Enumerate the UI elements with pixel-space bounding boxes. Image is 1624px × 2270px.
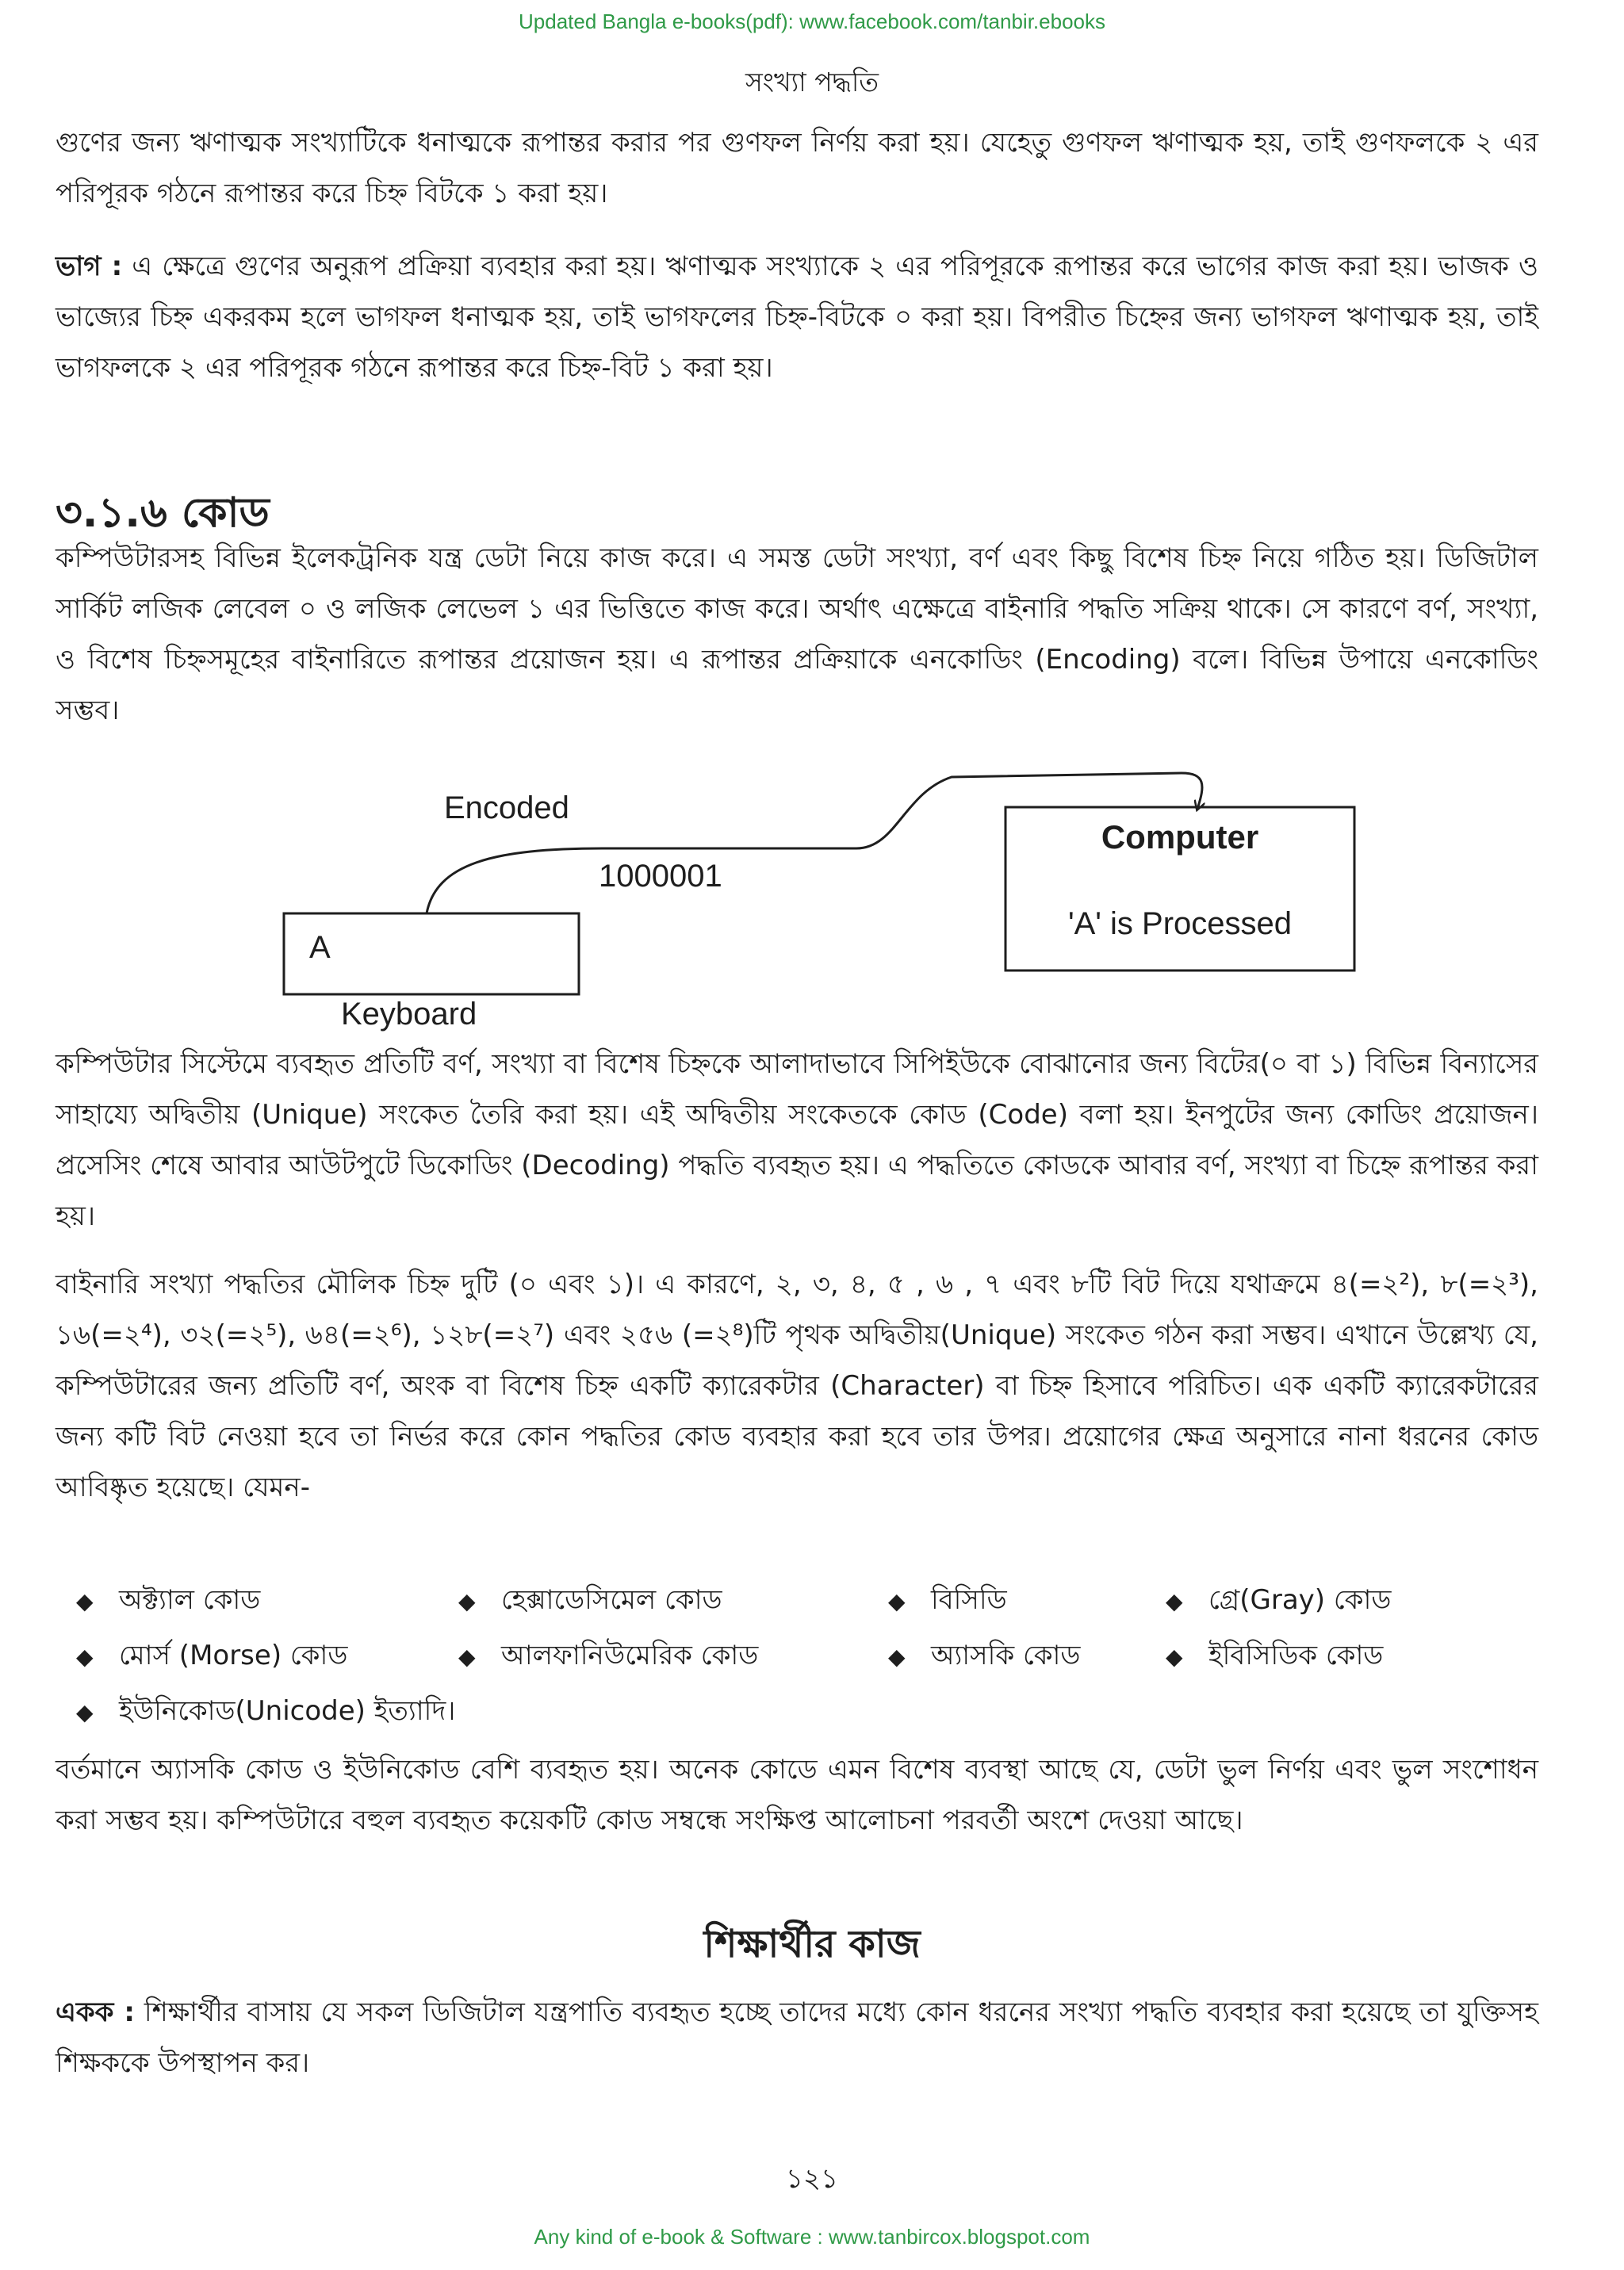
list-item-label: অ্যাসকি কোড	[931, 1640, 1081, 1671]
diamond-bullet-icon: ◆	[888, 1588, 906, 1614]
page-number: ১২১	[785, 2163, 839, 2195]
encoding-diagram	[270, 745, 1380, 1047]
computer-text: 'A' is Processed	[1067, 906, 1293, 941]
paragraph-current-codes	[56, 1744, 1538, 1846]
list-item-label: মোর্স (Morse) কোড	[119, 1640, 348, 1671]
list-item-label: ইবিসিডিক কোড	[1208, 1640, 1384, 1671]
list-item	[76, 1576, 260, 1625]
task-text: শিক্ষার্থীর বাসায় যে সকল ডিজিটাল যন্ত্রপাতি ব্যবহৃত হচ্ছে তাদের মধ্যে কোন ধরনের সংখ্যা পদ্ধতি ব্যবহার করা হয়েছে তা যুক্তিসহ শিক্ষককে উপস্থাপন কর।	[56, 1996, 1539, 2079]
paragraph-binary	[56, 1259, 1538, 1513]
division-text: এ ক্ষেত্রে গুণের অনুরূপ প্রক্রিয়া ব্যবহার করা হয়। ঋণাত্মক সংখ্যাকে ২ এর পরিপূরকে রূপান্তর করে ভাগের কাজ করা হয়। ভাজক ও ভাজ্যের চিহ্ন একরকম হলে ভাগফল ধনাত্মক হয়, তাই ভাগফলের চিহ্ন-বিটকে ০ করা হয়। বিপরীত চিহ্নের জন্য ভাগফল ঋণাত্মক হয়, তাই ভাগফলকে ২ এর পরিপূরক গঠনে রূপান্তর করে চিহ্ন-বিট ১ করা হয়।	[56, 251, 1538, 384]
computer-title: Computer	[1101, 818, 1259, 856]
diamond-bullet-icon: ◆	[458, 1588, 476, 1614]
diamond-bullet-icon: ◆	[888, 1644, 906, 1670]
list-item	[1166, 1632, 1383, 1681]
list-item-label: গ্রে(Gray) কোড	[1208, 1584, 1392, 1616]
binary-code-label: 1000001	[599, 859, 722, 894]
learner-task-title: শিক্ষার্থীর কাজ	[703, 1922, 921, 1966]
paragraph-learner-task	[56, 1987, 1538, 2088]
list-item-label: আলফানিউমেরিক কোড	[501, 1640, 759, 1671]
paragraph-encoding	[56, 533, 1538, 736]
list-item-label: বিসিডি	[931, 1584, 1007, 1616]
paragraph-code	[56, 1039, 1538, 1242]
diamond-bullet-icon: ◆	[76, 1644, 94, 1670]
paragraph-text: কম্পিউটারসহ বিভিন্ন ইলেকট্রনিক যন্ত্র ডেটা নিয়ে কাজ করে। এ সমস্ত ডেটা সংখ্যা, বর্ণ এবং কিছু বিশেষ চিহ্ন নিয়ে গঠিত হয়। ডিজিটাল সার্কিট লজিক লেবেল ০ ও লজিক লেভেল ১ এর ভিত্তিতে কাজ করে। অর্থাৎ এক্ষেত্রে বাইনারি পদ্ধতি সক্রিয় থাকে। সে কারণে বর্ণ, সংখ্যা, ও বিশেষ চিহ্নসমূহের বাইনারিতে রূপান্তর প্রয়োজন হয়। এ রূপান্তর প্রক্রিয়াকে এনকোডিং (Encoding) বলে। বিভিন্ন উপায়ে এনকোডিং সম্ভব।	[56, 542, 1538, 726]
diamond-bullet-icon: ◆	[76, 1588, 94, 1614]
list-item	[888, 1632, 1080, 1681]
list-item	[458, 1632, 758, 1681]
header-link[interactable]: Updated Bangla e-books(pdf): www.facebook.com/tanbir.ebooks	[519, 10, 1105, 33]
list-item	[1166, 1576, 1391, 1625]
list-item	[458, 1576, 722, 1625]
diamond-bullet-icon: ◆	[1166, 1588, 1183, 1614]
paragraph-division	[56, 241, 1538, 393]
paragraph-text: কম্পিউটার সিস্টেমে ব্যবহৃত প্রতিটি বর্ণ, সংখ্যা বা বিশেষ চিহ্নকে আলাদাভাবে সিপিইউকে বোঝানোর জন্য বিটের(০ বা ১) বিভিন্ন বিন্যাসের সাহায্যে অদ্বিতীয় (Unique) সংকেত তৈরি করা হয়। এই অদ্বিতীয় সংকেতকে কোড (Code) বলা হয়। ইনপুটের জন্য কোডিং প্রয়োজন। প্রসেসিং শেষে আবার আউটপুটে ডিকোডিং (Decoding) পদ্ধতি ব্যবহৃত হয়। এ পদ্ধতিতে কোডকে আবার বর্ণ, সংখ্যা বা চিহ্নে রূপান্তর করা হয়।	[56, 1048, 1538, 1232]
task-label: একক :	[56, 1996, 135, 2028]
footer-link[interactable]: Any kind of e-book & Software : www.tanbircox.blogspot.com	[534, 2225, 1090, 2249]
paragraph-text: বর্তমানে অ্যাসকি কোড ও ইউনিকোড বেশি ব্যবহৃত হয়। অনেক কোডে এমন বিশেষ ব্যবস্থা আছে যে, ডেটা ভুল নির্ণয় এবং ভুল সংশোধন করা সম্ভব হয়। কম্পিউটারে বহুল ব্যবহৃত কয়েকটি কোড সম্বন্ধে সংক্ষিপ্ত আলোচনা পরবর্তী অংশে দেওয়া আছে।	[56, 1754, 1538, 1836]
encoded-label: Encoded	[444, 790, 569, 825]
diamond-bullet-icon: ◆	[76, 1699, 94, 1725]
section-title: ৩.১.৬ কোড	[56, 489, 270, 537]
division-label: ভাগ :	[56, 251, 123, 282]
list-item-label: ইউনিকোড(Unicode) ইত্যাদি।	[119, 1695, 456, 1727]
list-item	[76, 1687, 455, 1736]
keyboard-label: Keyboard	[341, 997, 477, 1032]
paragraph-text: গুণের জন্য ঋণাত্মক সংখ্যাটিকে ধনাত্মকে রূপান্তর করার পর গুণফল নির্ণয় করা হয়। যেহেতু গুণফল ঋণাত্মক হয়, তাই গুণফলকে ২ এর পরিপূরক গঠনে রূপান্তর করে চিহ্ন বিটকে ১ করা হয়।	[56, 127, 1538, 209]
running-head: সংখ্যা পদ্ধতি	[745, 67, 879, 98]
paragraph-multiplication	[56, 117, 1538, 219]
list-item-label: হেক্সাডেসিমেল কোড	[501, 1584, 722, 1616]
diamond-bullet-icon: ◆	[458, 1644, 476, 1670]
list-item-label: অক্ট্যাল কোড	[119, 1584, 261, 1616]
list-item	[888, 1576, 1007, 1625]
key-character: A	[309, 930, 331, 965]
paragraph-text: বাইনারি সংখ্যা পদ্ধতির মৌলিক চিহ্ন দুটি (০ এবং ১)। এ কারণে, ২, ৩, ৪, ৫ , ৬ , ৭ এবং ৮টি বিট দিয়ে যথাক্রমে ৪(=২²), ৮(=২³), ১৬(=২⁴), ৩২(=২⁵), ৬৪(=২⁶), ১২৮(=২⁷) এবং ২৫৬ (=২⁸)টি পৃথক অদ্বিতীয়(Unique) সংকেত গঠন করা সম্ভব। এখানে উল্লেখ্য যে, কম্পিউটারের জন্য প্রতিটি বর্ণ, অংক বা বিশেষ চিহ্ন একটি ক্যারেকটার (Character) বা চিহ্ন হিসাবে পরিচিত। এক একটি ক্যারেকটারের জন্য কটি বিট নেওয়া হবে তা নির্ভর করে কোন পদ্ধতির কোড ব্যবহার করা হবে তার উপর। প্রয়োগের ক্ষেত্র অনুসারে নানা ধরনের কোড আবিষ্কৃত হয়েছে। যেমন-	[56, 1269, 1538, 1503]
diamond-bullet-icon: ◆	[1166, 1644, 1183, 1670]
list-item	[76, 1632, 347, 1681]
